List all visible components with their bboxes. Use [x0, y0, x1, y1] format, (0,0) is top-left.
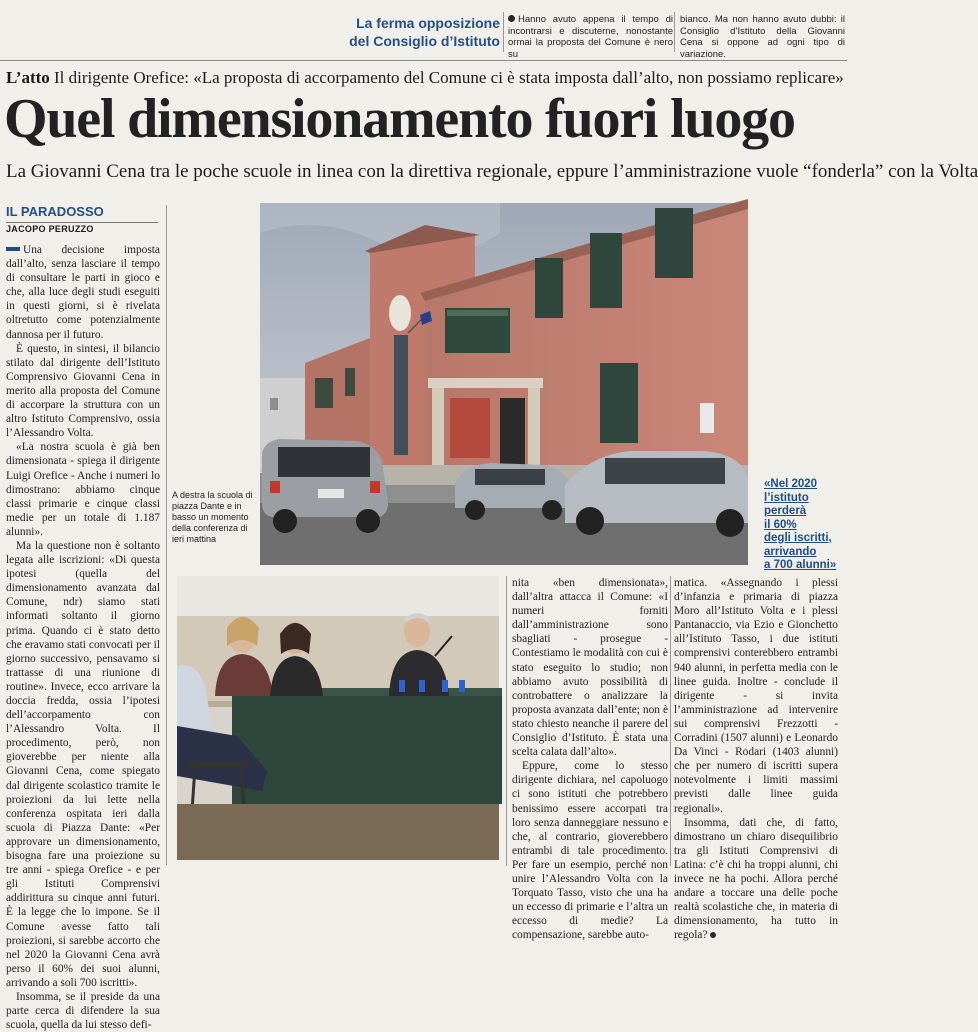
paragraph: «La nostra scuola è già ben dimensionata - spiega il dirigente Luigi Orefice - Anche i numeri lo dimostrano: abbiamo cinque classi primarie e cinque classi medie per un totale di 1.187 alunni».: [6, 441, 160, 538]
paragraph: Ma la questione non è soltanto legata alle iscrizioni: «Di questa ipotesi (quella del dimensionamento avanzata dal Comune, ndr) siamo stati informati soltanto il giorno prima. Quando ci è stato detto che eravamo stati convocati per il giorno successivo, pensavamo si trattasse di una riunione di routine». Invece, ecco arrivare la doccia fredda, ossia l’ipotesi dell’accorpamento con l’Alessandro Volta. Il procedimento, però, non gioverebbe per niente alla Giovanni Cena, come spiegato dal dirigente scolastico tramite le proiezioni da lui lette nella conferenza ospitata ieri dalla scuola di Piazza Dante: «Per approvare un dimensionamento, bisogna fare una proiezione su tre anni - spiega Orefice - e per gli Istituti Comprensivi addirittura su cinque anni futuri. È la legge che lo impone. Se il Comune avesse fatto tali proiezioni, si sarebbe accorto che nel 2020 la Giovanni Cena avrà perso il 60% dei suoi alunni, arrivando a soli 700 iscritti».: [6, 539, 160, 989]
subheadline: La Giovanni Cena tra le poche scuole in linea con la direttiva regionale, eppure l’amministrazione vuole “fonderla” con la Volta: [6, 161, 978, 182]
article-column-right: [674, 576, 838, 942]
paragraph: Insomma, se il preside da una parte cerca di difendere la sua scuola, quella da lui stesso defi-: [6, 990, 160, 1032]
paragraph: matica. «Assegnando i plessi d’infanzia e primaria di piazza Moro all’Istituto Volta e i plessi Pantanaccio, via Ezio e Gionchetto all’Istituto Tasso, i due istituti comprensivi conterebbero entrambi 940 alunni, in perfetta media con le linee guida. Inoltre - conclude il dirigente - si invita l’amministrazione ad intervenire sui comprensivi Frezzotti - Corradini (1507 alunni) e Leonardo Da Vinci - Rodari (1403 alunni) che per numero di iscritti supera notevolmente i limiti massimi previsti dalle linee guida regionali».: [674, 577, 838, 815]
article-column-left: [6, 243, 160, 1032]
kicker-line-1: La ferma opposizione: [356, 15, 500, 31]
paragraph-text: Insomma, dati che, di fatto, dimostrano un chiaro disequilibrio tra gli Istituti Comprensivi di Latina: c’è chi ha troppi alunni, chi invece ne ha pochi. Allora perché andare a toccare una delle poche realtà scolastiche che, in materia di dimensionamento, ha tutto in regola?: [674, 816, 838, 942]
author-byline: JACOPO PERUZZO: [6, 224, 94, 234]
school-photo: [260, 203, 748, 565]
conference-photo: [177, 576, 499, 860]
paragraph: [674, 816, 838, 943]
headline: Quel dimensionamento fuori luogo: [4, 88, 795, 150]
top-column-2: bianco. Ma non hanno avuto dubbi: il Consiglio d’Istituto della Giovanni Cena si oppone ad ogni tipo di variazione.: [680, 14, 845, 60]
atto-text: Il dirigente Orefice: «La proposta di accorpamento del Comune ci è stata imposta dall’alto, non possiamo replicare»: [54, 68, 844, 87]
pull-quote-line: a 700 alunni»: [764, 559, 837, 571]
divider: [503, 12, 504, 52]
pull-quote-line: il 60%: [764, 518, 797, 531]
paragraph: nita «ben dimensionata», dall’altra attacca il Comune: «I numeri forniti dall’amministrazione sono sbagliati - prosegue - Contestiamo le modalità con cui è stato eseguito lo studio; non abbiamo avuto possibilità di controbattere o analizzare la proposta avanzata dall’ente; non è stato chiesto neanche il parere del Consiglio d’Istituto. È stata una scelta calata dall’alto».: [512, 577, 668, 759]
paragraph-text: Una decisione imposta dall’alto, senza lasciare il tempo di consultare le parti in gioco e che, alla luce degli studi eseguiti in questi giorni, si è rivelata oltretutto come potenzialmente dannosa per il futuro.: [6, 244, 160, 341]
divider: [670, 576, 671, 866]
paragraph: È questo, in sintesi, il bilancio stilato dal dirigente dell’Istituto Comprensivo Giovanni Cena in merito alla proposta del Comune di accorpare la struttura con un altro Istituto Comprensivo, ossia l’Alessandro Volta.: [6, 342, 160, 440]
conference-photo-illustration: [177, 576, 499, 860]
school-photo-illustration: [260, 203, 748, 565]
divider: [506, 576, 507, 866]
pull-quote-line: perderà: [764, 505, 807, 517]
pull-quote-line: degli iscritti,: [764, 532, 832, 544]
pull-quote-line: «Nel 2020: [764, 478, 818, 490]
top-column-1: [508, 14, 673, 60]
pull-quote: [764, 478, 844, 573]
end-mark-icon: [710, 932, 716, 938]
lead-marker-icon: [6, 247, 20, 251]
paragraph: [6, 243, 160, 342]
section-label: IL PARADOSSO: [6, 204, 158, 223]
atto-line: [6, 68, 844, 88]
divider: [166, 205, 167, 865]
paragraph: Eppure, come lo stesso dirigente dichiara, nel capoluogo ci sono istituti che potrebbero benissimo essere accorpati tra loro senza danneggiare nessuno e che, al contrario, gioverebbero entrambi di tale procedimento. Per fare un esempio, perché non unire l’Alessandro Volta con la Torquato Tasso, visto che una ha un eccesso di primarie e l’altra un eccesso di medie? La compensazione, sarebbe auto-: [512, 760, 668, 942]
bullet-icon: [508, 15, 515, 22]
pull-quote-line: arrivando: [764, 545, 817, 558]
photo-caption: A destra la scuola di piazza Dante e in basso un momento della conferenza di ieri mattina: [172, 490, 253, 544]
kicker-title: [300, 14, 500, 50]
top-column-1-text: Hanno avuto appena il tempo di incontrarsi e discuterne, nonostante ormai la proposta del Comune è nero su: [508, 14, 673, 60]
atto-label: L’atto: [6, 68, 50, 87]
pull-quote-line: l’istituto: [764, 491, 809, 504]
article-column-middle: [512, 576, 668, 942]
divider: [674, 12, 675, 52]
kicker-line-2: del Consiglio d’Istituto: [349, 33, 500, 49]
